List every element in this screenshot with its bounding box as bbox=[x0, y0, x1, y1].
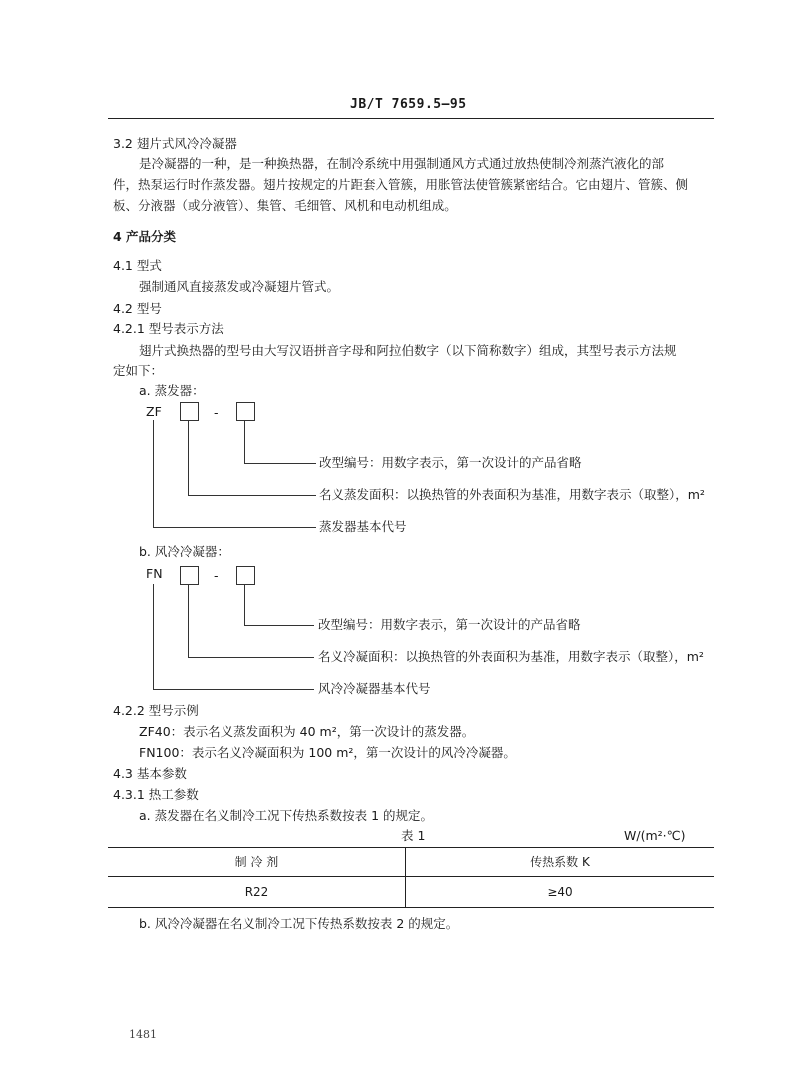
diagram-a-note-revision: 改型编号：用数字表示，第一次设计的产品省略 bbox=[319, 455, 582, 470]
diagram-a-connector-code-v bbox=[153, 420, 154, 528]
section-4-1-heading: 4.1 型式 bbox=[113, 258, 162, 273]
example-fn100: FN100：表示名义冷凝面积为 100 m²，第一次设计的风冷冷凝器。 bbox=[139, 745, 516, 760]
section-4-3-1-item-b: b. 风冷冷凝器在名义制冷工况下传热系数按表 2 的规定。 bbox=[139, 916, 459, 931]
diagram-a-area-box bbox=[180, 402, 199, 421]
standard-code: JB/T 7659.5—95 bbox=[350, 97, 467, 112]
diagram-b-connector-revision-h bbox=[244, 625, 314, 626]
section-4-3-1-item-a: a. 蒸发器在名义制冷工况下传热系数按表 1 的规定。 bbox=[139, 808, 434, 823]
diagram-a-note-code: 蒸发器基本代号 bbox=[319, 519, 407, 534]
table-1-cell-coefficient: ≥40 bbox=[547, 885, 573, 899]
example-zf40: ZF40：表示名义蒸发面积为 40 m²，第一次设计的蒸发器。 bbox=[139, 724, 475, 739]
section-3-2-line-2: 件，热泵运行时作蒸发器。翅片按规定的片距套入管簇，用胀管法使管簇紧密结合。它由翅片、管簇、侧 bbox=[113, 177, 689, 192]
diagram-a-code: ZF bbox=[146, 404, 162, 419]
header-rule bbox=[108, 118, 714, 119]
diagram-a-revision-box bbox=[236, 402, 255, 421]
table-1-bottom-rule bbox=[108, 907, 714, 908]
section-4-2-1-heading: 4.2.1 型号表示方法 bbox=[113, 321, 224, 336]
diagram-b-connector-code-h bbox=[153, 689, 314, 690]
diagram-b-code: FN bbox=[146, 566, 163, 581]
table-1-top-rule bbox=[108, 847, 714, 848]
section-4-2-1-line-2: 定如下： bbox=[113, 363, 164, 378]
diagram-a-connector-revision-v bbox=[244, 420, 245, 464]
diagram-a-dash: - bbox=[214, 405, 219, 420]
section-4-2-2-heading: 4.2.2 型号示例 bbox=[113, 703, 199, 718]
section-4-3-heading: 4.3 基本参数 bbox=[113, 766, 187, 781]
diagram-b-note-revision: 改型编号：用数字表示，第一次设计的产品省略 bbox=[318, 617, 581, 632]
section-4-1-body: 强制通风直接蒸发或冷凝翅片管式。 bbox=[139, 279, 340, 294]
table-1-header-refrigerant: 制 冷 剂 bbox=[234, 855, 279, 869]
table-1-unit: W/(m²·℃) bbox=[624, 828, 686, 843]
table-1-header-rule bbox=[108, 876, 714, 877]
section-3-2-line-1: 是冷凝器的一种，是一种换热器，在制冷系统中用强制通风方式通过放热使制冷剂蒸汽液化的部 bbox=[139, 156, 665, 171]
diagram-a-connector-area-h bbox=[188, 495, 316, 496]
diagram-b-note-area: 名义冷凝面积：以换热管的外表面积为基准，用数字表示（取整），m² bbox=[318, 649, 704, 664]
diagram-a-label: a. 蒸发器： bbox=[139, 383, 205, 398]
table-1-caption: 表 1 bbox=[401, 828, 426, 843]
section-4-heading: 4 产品分类 bbox=[113, 229, 177, 244]
section-3-2-heading: 3.2 翅片式风冷冷凝器 bbox=[113, 136, 237, 151]
page-number: 1481 bbox=[129, 1028, 157, 1041]
diagram-b-connector-code-v bbox=[153, 584, 154, 690]
diagram-a-connector-area-v bbox=[188, 420, 189, 496]
diagram-b-dash: - bbox=[214, 568, 219, 583]
diagram-b-connector-revision-v bbox=[244, 584, 245, 626]
diagram-a-connector-code-h bbox=[153, 527, 316, 528]
section-3-2-line-3: 板、分液器（或分液管）、集管、毛细管、风机和电动机组成。 bbox=[113, 198, 457, 213]
diagram-a-note-area: 名义蒸发面积：以换热管的外表面积为基准，用数字表示（取整），m² bbox=[319, 487, 705, 502]
diagram-b-connector-area-h bbox=[188, 657, 314, 658]
diagram-a-connector-revision-h bbox=[244, 463, 316, 464]
section-4-2-1-line-1: 翅片式换热器的型号由大写汉语拼音字母和阿拉伯数字（以下简称数字）组成，其型号表示方法规 bbox=[139, 343, 677, 358]
diagram-b-connector-area-v bbox=[188, 584, 189, 658]
table-1-header-coefficient: 传热系数 K bbox=[530, 855, 590, 869]
diagram-b-label: b. 风冷冷凝器： bbox=[139, 544, 230, 559]
section-4-2-heading: 4.2 型号 bbox=[113, 301, 162, 316]
diagram-b-area-box bbox=[180, 566, 199, 585]
diagram-b-revision-box bbox=[236, 566, 255, 585]
table-1-cell-refrigerant: R22 bbox=[244, 885, 269, 899]
section-4-3-1-heading: 4.3.1 热工参数 bbox=[113, 787, 199, 802]
diagram-b-note-code: 风冷冷凝器基本代号 bbox=[318, 681, 431, 696]
